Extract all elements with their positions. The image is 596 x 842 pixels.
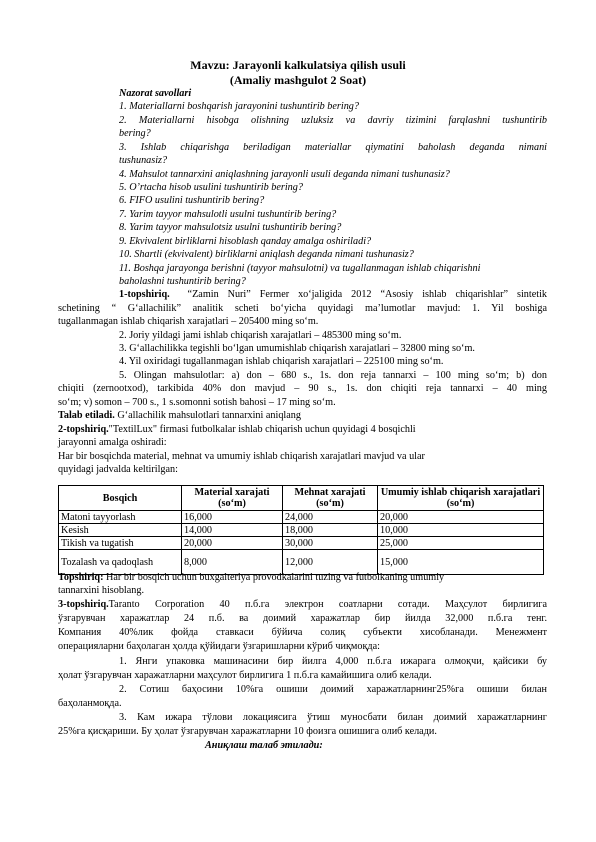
task-1-line-5: 3. G‘allachilikka tegishli bo‘lgan umumishlab chiqarish xarajatlari – 32800 ming so‘m. [119,343,475,354]
task-3-line-4: операцияларни баҳолаган ҳолда қўйидаги ўзгаришларни кўриб чиқмоқда: [58,641,380,652]
question-4: 4. Mahsulot tannarxini aniqlashning jarayonli usuli deganda nimani tushunasiz? [119,169,450,180]
table-cell: 8,000 [182,550,283,575]
task-3-line-8: баҳоланмоқда. [58,698,122,709]
task-2-assignment-label: Topshiriq: [58,572,104,583]
table-row [59,511,544,524]
question-1: 1. Materiallarni boshqarish jarayonini tushuntirib bering? [119,101,359,112]
question-8: 8. Yarim tayyor mahsulotsiz usulni tushuntirib bering? [119,222,342,233]
task-3-line-5: 1. Янги упаковка машинасини бир йилга 4,000 п.б.га ижарага олмоқчи, қайсики бу [119,656,547,667]
table-header-row [59,486,544,511]
task-2-assignment-text: Har bir bosqich uchun buxgalteriya provodkalarini tuzing va futbolkaning umumiy [106,572,445,583]
task-1-line-2: schetining “ G‘allachilik” analitik scheti bo‘yicha quyidagi ma’lumotlar mavjud: 1. Yil boshiga [58,303,547,314]
question-11: 11. Boshqa jarayonga berishni (tayyor mahsulotni) va tugallanmagan ishlab chiqarishni [119,263,481,274]
question-2: 2. Materiallarni hisobga olishning uzluksiz va davriy tizimini farqlashni tushuntirib [119,115,547,126]
question-3-cont: tushunasiz? [119,155,168,166]
question-5: 5. O’rtacha hisob usulini tushuntirib bering? [119,182,303,193]
table-cell: 18,000 [283,524,378,537]
page-subtitle: (Amaliy mashgulot 2 Soat) [229,73,367,87]
task-3-label: 3-topshiriq. [58,599,109,610]
task-1-requirement [58,410,301,422]
table-cell: Matoni tayyorlash [59,511,182,524]
task-2-assignment [58,572,444,584]
task-3-line-9: 3. Кам ижара тўлови локациясига ўтиш муносбати билан доимий харажатларнинг [119,712,547,723]
table-cell: 25,000 [378,537,544,550]
task-2-assignment-cont: tannarxini hisoblang. [58,585,145,596]
task-2-text: "TextilLux" firmasi futbolkalar ishlab chiqarish uchun quyidagi 4 bosqichli [108,424,416,435]
question-3: 3. Ishlab chiqarishga beriladigan materiallar qiymatini baholash deganda nimani [119,142,547,153]
task-1-label: 1-topshiriq. [119,289,170,300]
question-10: 10. Shartli (ekvivalent) birliklarni aniqlash deganda nimani tushunasiz? [119,249,414,260]
table-cell: 30,000 [283,537,378,550]
questions-heading: Nazorat savollari [119,88,192,99]
task-1-line-7: 5. Olingan mahsulotlar: a) don – 680 s., 1s. don reja tannarxi – 100 ming so‘m; b) don [119,370,547,381]
task-1-line-6: 4. Yil oxiridagi tugallanmagan ishlab chiqarish xarajatlari – 225100 ming so‘m. [119,356,444,367]
task-1-requirement-label: Talab etiladi. [58,410,115,421]
task-3-line-1 [58,599,547,611]
table-header-cell: Mehnat xarajati (so‘m) [283,486,378,511]
question-11-cont: baholashni tushuntirib bering? [119,276,246,287]
table-cell: Tikish va tugatish [59,537,182,550]
task-1-line-1 [119,289,547,301]
table-row [59,524,544,537]
question-9: 9. Ekvivalent birliklarni hisoblash qanday amalga oshiriladi? [119,236,372,247]
page-title: Mavzu: Jarayonli kalkulatsiya qilish usuli [190,58,406,72]
task-1-line-3: tugallanmagan ishlab chiqarish xarajatlari – 205400 ming so‘m. [58,316,319,327]
task-2-line-3: Har bir bosqichda material, mehnat va umumiy ishlab chiqarish xarajatlari mavjud va ular [58,451,425,462]
table-cell: 20,000 [378,511,544,524]
table-row [59,537,544,550]
task-1-line-8: chiqiti (zernootxod), tarkibida 40% don mavjud – 90 s., 1s. don chiqiti reja tannarxi – 40 ming [58,383,547,394]
table-row [59,550,544,575]
question-6: 6. FIFO usulini tushuntirib bering? [119,195,265,206]
table-header-cell: Umumiy ishlab chiqarish xarajatlari (so‘m) [378,486,544,511]
table-cell: 24,000 [283,511,378,524]
table-cell: 12,000 [283,550,378,575]
task-1-requirement-text: G‘allachilik mahsulotlari tannarxini aniqlang [117,410,301,421]
costs-table [58,485,544,575]
task-3-requirement: Аниқлаш талаб этилади: [205,740,323,751]
task-3-line-10: 25%га қисқариши. Бу ҳолат ўзгарувчан харажатларни 10 фоизга ошишига олиб келади. [58,726,437,737]
task-1-text: “Zamin Nuri” Fermer xo‘jaligida 2012 “Asosiy ishlab chiqarishlar” sintetik [187,289,547,300]
question-2-cont: bering? [119,128,151,139]
task-3-line-6: ҳолат ўзгарувчан харажатларни маҳсулот бирлигига 1 п.б.га камайишига олиб келади. [58,670,432,681]
task-2-line-1 [58,424,416,436]
table-cell: 15,000 [378,550,544,575]
table-header-cell: Bosqich [59,486,182,511]
table-cell: Kesish [59,524,182,537]
task-2-line-4: quyidagi jadvalda keltirilgan: [58,464,178,475]
question-7: 7. Yarim tayyor mahsulotli usulni tushuntirib bering? [119,209,337,220]
task-2-line-2: jarayonni amalga oshiradi: [58,437,167,448]
task-3-text: Taranto Corporation 40 п.б.га электрон соатларни сотади. Маҳсулот бирлигига [108,599,547,610]
table-cell: Tozalash va qadoqlash [59,550,182,575]
task-2-label: 2-topshiriq. [58,424,109,435]
table-cell: 20,000 [182,537,283,550]
task-1-line-4: 2. Joriy yildagi jami ishlab chiqarish xarajatlari – 485300 ming so‘m. [119,330,402,341]
task-3-line-7: 2. Сотиш баҳосини 10%га ошиши доимий харажатларнинг25%га ошиши билан [119,684,547,695]
task-3-line-3: Компания 40%лик фойда ставкаси бўйича солиқ субъекти хисобланади. Менежмент [58,627,547,638]
task-1-line-9: so‘m; v) somon – 700 s., 1 s.somonni sotish bahosi – 17 ming so‘m. [58,397,336,408]
table-cell: 14,000 [182,524,283,537]
table-header-cell: Material xarajati (so‘m) [182,486,283,511]
task-3-line-2: ўзгарувчан харажатлар 24 п.б. ва доимий харажатлар бир йилда 32,000 п.б.га тенг. [58,613,547,624]
table-cell: 10,000 [378,524,544,537]
table-cell: 16,000 [182,511,283,524]
